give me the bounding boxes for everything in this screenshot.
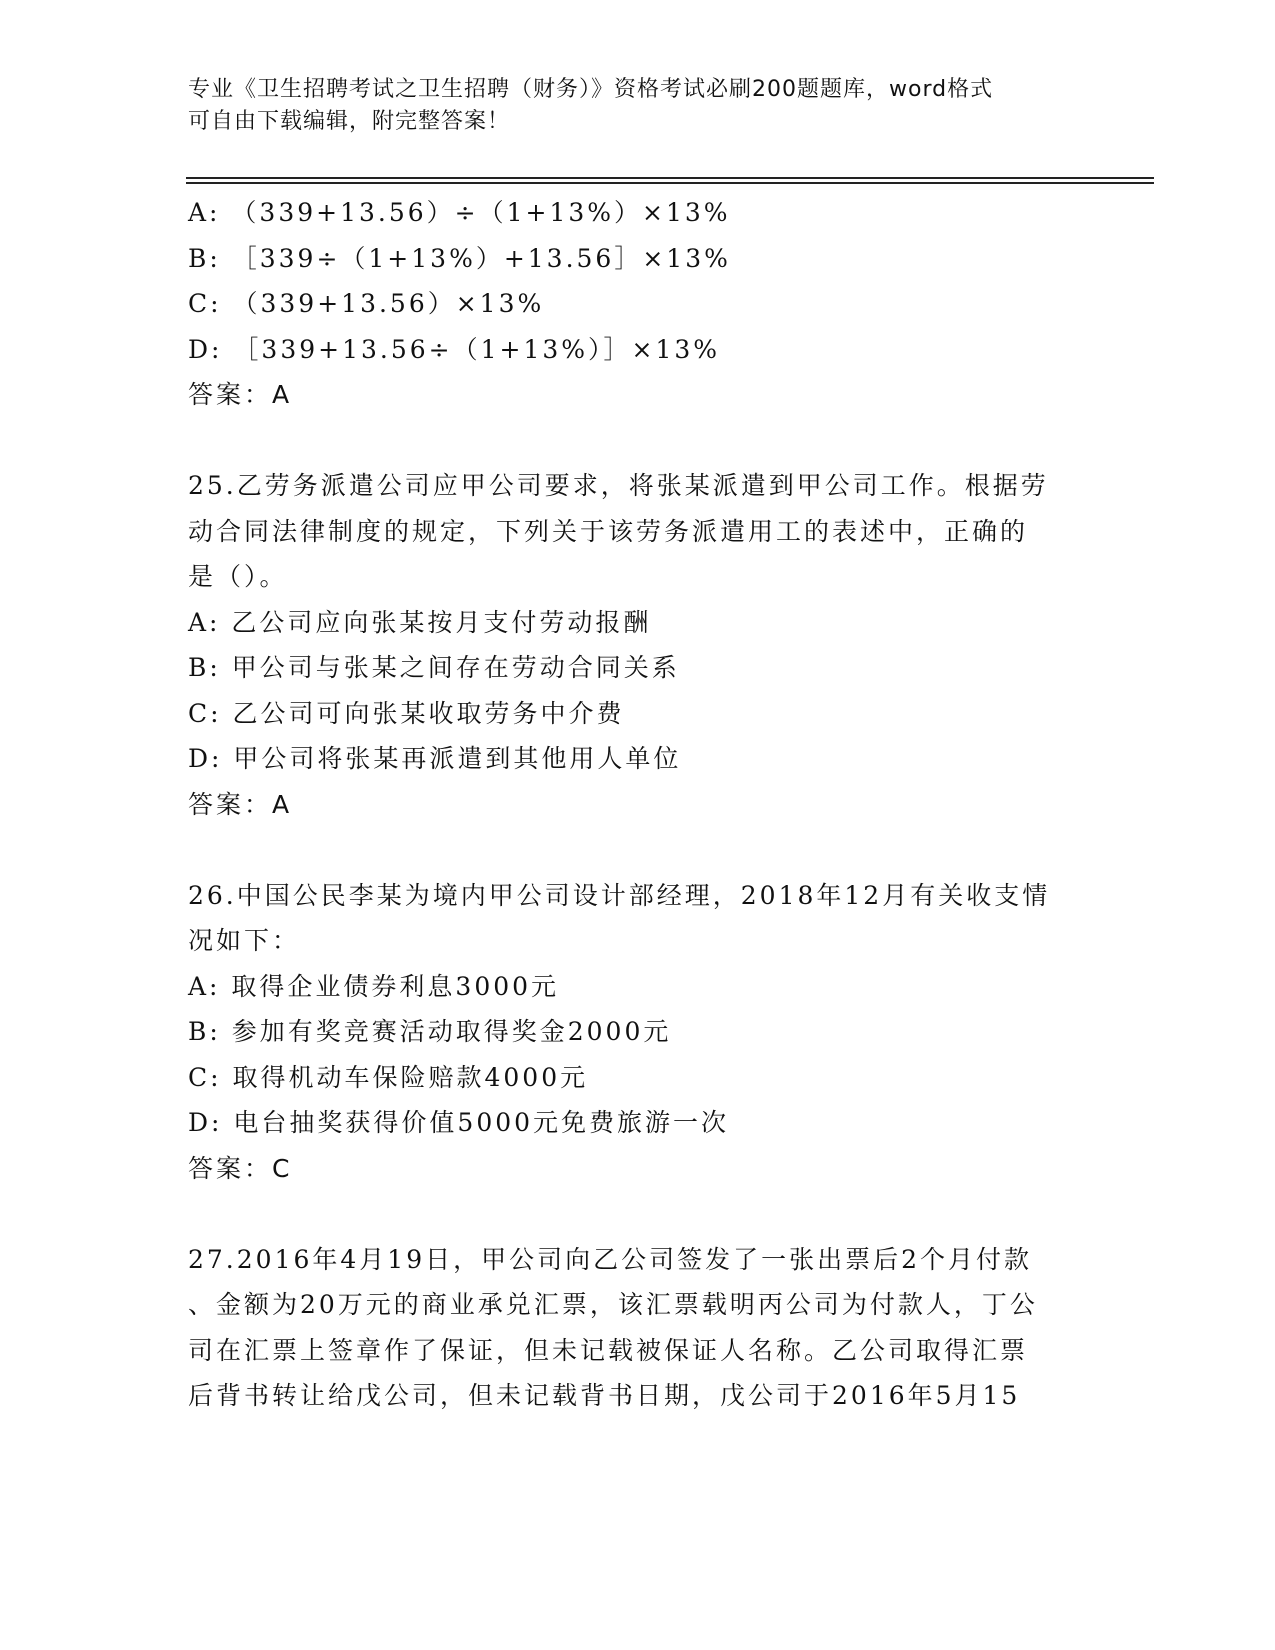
question-spacer [188,1191,1068,1237]
question-stem-line: 25.乙劳务派遣公司应甲公司要求，将张某派遣到甲公司工作。根据劳 [188,471,1049,500]
question-stem-line: 况如下： [188,926,301,955]
header-divider-bottom [186,182,1154,184]
answer-line: 答案：A [188,789,293,819]
question-spacer [188,418,1068,464]
option-b: B: ［339÷（1+13%）+13.56］×13% [188,243,731,273]
document-header [188,74,1088,138]
answer-line: 答案：A [188,380,293,409]
header-divider-top [186,177,1154,179]
option-d: D: 甲公司将张某再派遣到其他用人单位 [188,744,682,773]
question-stem-line: 后背书转让给戊公司，但未记载背书日期，戊公司于2016年5月15 [188,1381,1021,1410]
option-d: D: ［339+13.56÷（1+13%）］×13% [188,334,721,364]
question-stem-line: 司在汇票上签章作了保证，但未记载被保证人名称。乙公司取得汇票 [188,1335,1029,1365]
question-stem-line: 是（）。 [188,562,288,591]
option-d: D: 电台抽奖获得价值5000元免费旅游一次 [188,1108,730,1137]
question-stem-line: 27.2016年4月19日，甲公司向乙公司签发了一张出票后2个月付款 [188,1244,1033,1274]
question-26 [188,873,1068,1192]
option-b: B: 甲公司与张某之间存在劳动合同关系 [188,653,680,682]
document-body [188,190,1068,1419]
option-c: C: 取得机动车保险赔款4000元 [188,1062,589,1092]
answer-line: 答案：C [188,1153,293,1183]
question-stem-line: 26.中国公民李某为境内甲公司设计部经理，2018年12月有关收支情 [188,880,1051,910]
question-spacer [188,827,1068,873]
question-stem-line: 、金额为20万元的商业承兑汇票，该汇票载明丙公司为付款人，丁公 [188,1290,1038,1319]
option-a: A: （339+13.56）÷（1+13%）×13% [188,198,731,227]
header-line-2: 可自由下载编辑，附完整答案！ [188,109,511,134]
question-24 [188,190,1068,418]
header-line-1: 专业《卫生招聘考试之卫生招聘（财务）》资格考试必刷200题题库，word格式 [188,77,994,102]
question-stem-line: 动合同法律制度的规定，下列关于该劳务派遣用工的表述中，正确的 [188,516,1029,546]
question-27 [188,1237,1068,1419]
option-c: C: （339+13.56）×13% [188,289,545,318]
option-c: C: 乙公司可向张某收取劳务中介费 [188,698,625,728]
question-25 [188,463,1068,827]
option-a: A: 取得企业债券利息3000元 [188,971,560,1001]
option-b: B: 参加有奖竞赛活动取得奖金2000元 [188,1017,672,1046]
option-a: A: 乙公司应向张某按月支付劳动报酬 [188,607,652,637]
